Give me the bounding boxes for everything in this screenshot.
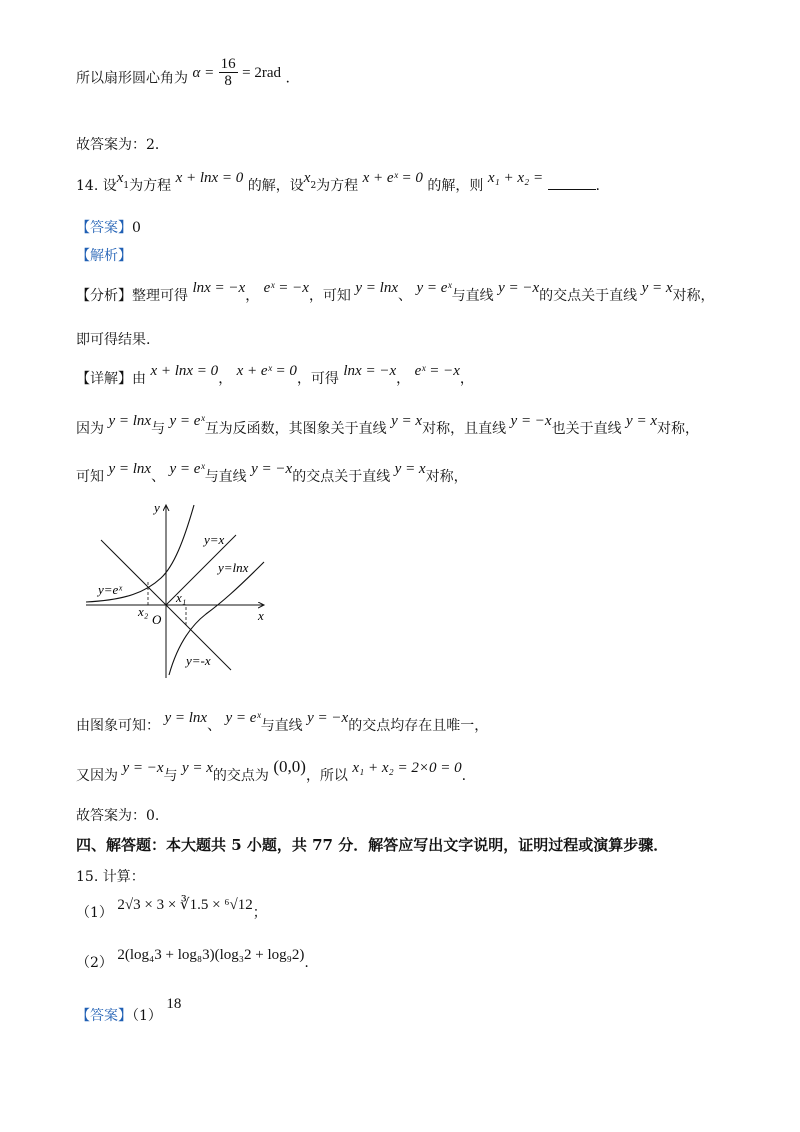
answer-15	[76, 996, 182, 1025]
math: y = lnx	[108, 413, 152, 429]
math: y = eˣ	[416, 280, 452, 296]
answer-label: 【答案】	[76, 220, 132, 236]
line-yx-label: y=x	[204, 532, 225, 547]
function-graph	[86, 500, 276, 680]
math: y = lnx	[108, 461, 152, 477]
math: y = x	[641, 280, 673, 296]
fraction	[219, 56, 238, 89]
text: 所以扇形圆心角为	[76, 70, 188, 87]
text: 与	[163, 768, 178, 784]
xiangjie-line	[76, 363, 474, 388]
section-4-heading: 四、解答题：本大题共 5 小题，共 77 分．解答应写出文字说明，证明过程或演算步骤．	[76, 836, 669, 854]
text: 对称，	[425, 469, 468, 485]
reason-line-1	[76, 413, 699, 438]
text: 与	[151, 421, 166, 437]
analysis-label: 【解析】	[76, 248, 132, 264]
answer-value: 0	[132, 220, 141, 236]
math-sum: x₁ + x₂ =	[487, 170, 544, 186]
math: y = −x	[510, 413, 552, 429]
text: 又因为	[76, 768, 118, 784]
math: y = eˣ	[225, 710, 261, 726]
text: 为方程	[129, 178, 172, 194]
sector-angle-line	[76, 56, 290, 95]
text: 对称，	[672, 288, 715, 304]
fenxi-line	[76, 280, 715, 305]
math: y = −x	[307, 710, 349, 726]
conclusion-line-1	[76, 710, 489, 735]
math: y = eˣ	[169, 461, 205, 477]
text: .	[461, 768, 467, 784]
math: y = lnx	[164, 710, 208, 726]
math: 2√3 × 3 × ∛1.5 × ⁶√12	[117, 897, 253, 913]
math-x1: x	[116, 170, 124, 186]
answer-value: 18	[166, 996, 182, 1012]
text: 与直线	[260, 718, 303, 734]
text: 可知	[76, 469, 104, 485]
math: y = x	[181, 760, 213, 776]
math: y = x	[391, 413, 423, 429]
denominator: 8	[224, 73, 232, 89]
x1-label: x₁	[176, 590, 187, 605]
numerator: 16	[220, 56, 236, 72]
curve-exp-label: y=eˣ	[98, 582, 122, 597]
text: ；	[252, 905, 267, 921]
text: 整理可得	[132, 288, 188, 304]
curve-ln	[169, 562, 264, 675]
math-eq1: x + lnx = 0	[175, 170, 244, 186]
text: 由图象可知：	[76, 718, 160, 734]
question-14: 14. 设$x_1$为方程 x + lnx = 0 的解，设$x_2$为方程 x + eˣ = 0 的解，则 x₁ + x₂ = .	[76, 170, 600, 194]
math: y = eˣ	[169, 413, 205, 429]
fenxi-label: 【分析】	[76, 288, 132, 304]
y-axis-label: y	[154, 500, 160, 515]
answer-blank	[548, 179, 596, 190]
text: 与直线	[451, 288, 494, 304]
math: lnx = −x	[192, 280, 246, 296]
text: ，	[396, 371, 411, 387]
text: 的交点为	[212, 768, 269, 784]
math-eq2: x + eˣ = 0	[362, 170, 423, 186]
text: 对称，	[656, 421, 699, 437]
math: y = x	[626, 413, 657, 429]
math: 2(log₄3 + log₈3)(log₃2 + log₉2)	[117, 947, 305, 963]
text: .	[304, 955, 309, 971]
fenxi-line-2: 即可得结果.	[76, 332, 151, 348]
math: x₁ + x₂ = 2×0 = 0	[352, 760, 462, 776]
math-result: = 2rad	[242, 64, 281, 81]
answer-label: 【答案】	[76, 1008, 132, 1024]
question-15: 15. 计算：	[76, 869, 145, 885]
answer-line-13: 故答案为：2．	[76, 137, 169, 153]
text: 为方程	[316, 178, 359, 194]
text: 的交点关于直线	[539, 288, 638, 304]
text: 对称，且直线	[422, 421, 507, 437]
line-ynegx-label: y=-x	[186, 653, 211, 668]
text: 14. 设	[76, 178, 117, 194]
text: ，可得	[296, 371, 339, 387]
part-label: （1）	[76, 905, 113, 921]
text: ，可知	[308, 288, 351, 304]
math: y = −x	[122, 760, 164, 776]
curve-ln-label: y=lnx	[218, 560, 249, 575]
final-answer-14: 故答案为：0.	[76, 808, 160, 824]
text: 、	[207, 718, 222, 734]
text: 的解，设	[247, 178, 304, 194]
x-axis-label: x	[258, 608, 264, 623]
period: .	[285, 70, 290, 87]
q15-part-1	[76, 897, 267, 922]
math-x2: x	[303, 170, 311, 186]
text: 与直线	[204, 469, 247, 485]
math: eˣ = −x	[263, 280, 309, 296]
math: x + eˣ = 0	[236, 363, 297, 379]
text: ，	[459, 371, 474, 387]
text: 、	[398, 288, 412, 304]
reason-line-2	[76, 461, 468, 486]
text: 的解，则	[427, 178, 484, 194]
conclusion-line-2	[76, 757, 467, 785]
math: lnx = −x	[343, 363, 397, 379]
math: y = −x	[498, 280, 540, 296]
period: .	[595, 178, 600, 194]
answer-line	[76, 217, 141, 237]
text: 的交点均存在且唯一，	[348, 718, 489, 734]
text: ，	[218, 371, 233, 387]
q15-part-2	[76, 947, 309, 972]
text: 因为	[76, 421, 104, 437]
text: 也关于直线	[551, 421, 622, 437]
text: 互为反函数，其图象关于直线	[204, 421, 387, 437]
math: eˣ = −x	[414, 363, 460, 379]
text: ，	[245, 288, 260, 304]
math: y = lnx	[355, 280, 398, 296]
text: 、	[151, 469, 166, 485]
origin-label: O	[152, 612, 162, 627]
part-label: （2）	[76, 955, 113, 971]
xiangjie-label: 【详解】	[76, 371, 132, 387]
x2-label: x₂	[138, 604, 149, 619]
math: (0,0)	[273, 757, 306, 776]
math: x + lnx = 0	[150, 363, 219, 379]
text: 的交点关于直线	[292, 469, 391, 485]
math: y = −x	[251, 461, 293, 477]
text: 由	[132, 371, 146, 387]
part-label: （1）	[132, 1008, 162, 1024]
math-alpha: α =	[192, 64, 215, 81]
math: y = x	[394, 461, 426, 477]
text: ，所以	[305, 768, 348, 784]
